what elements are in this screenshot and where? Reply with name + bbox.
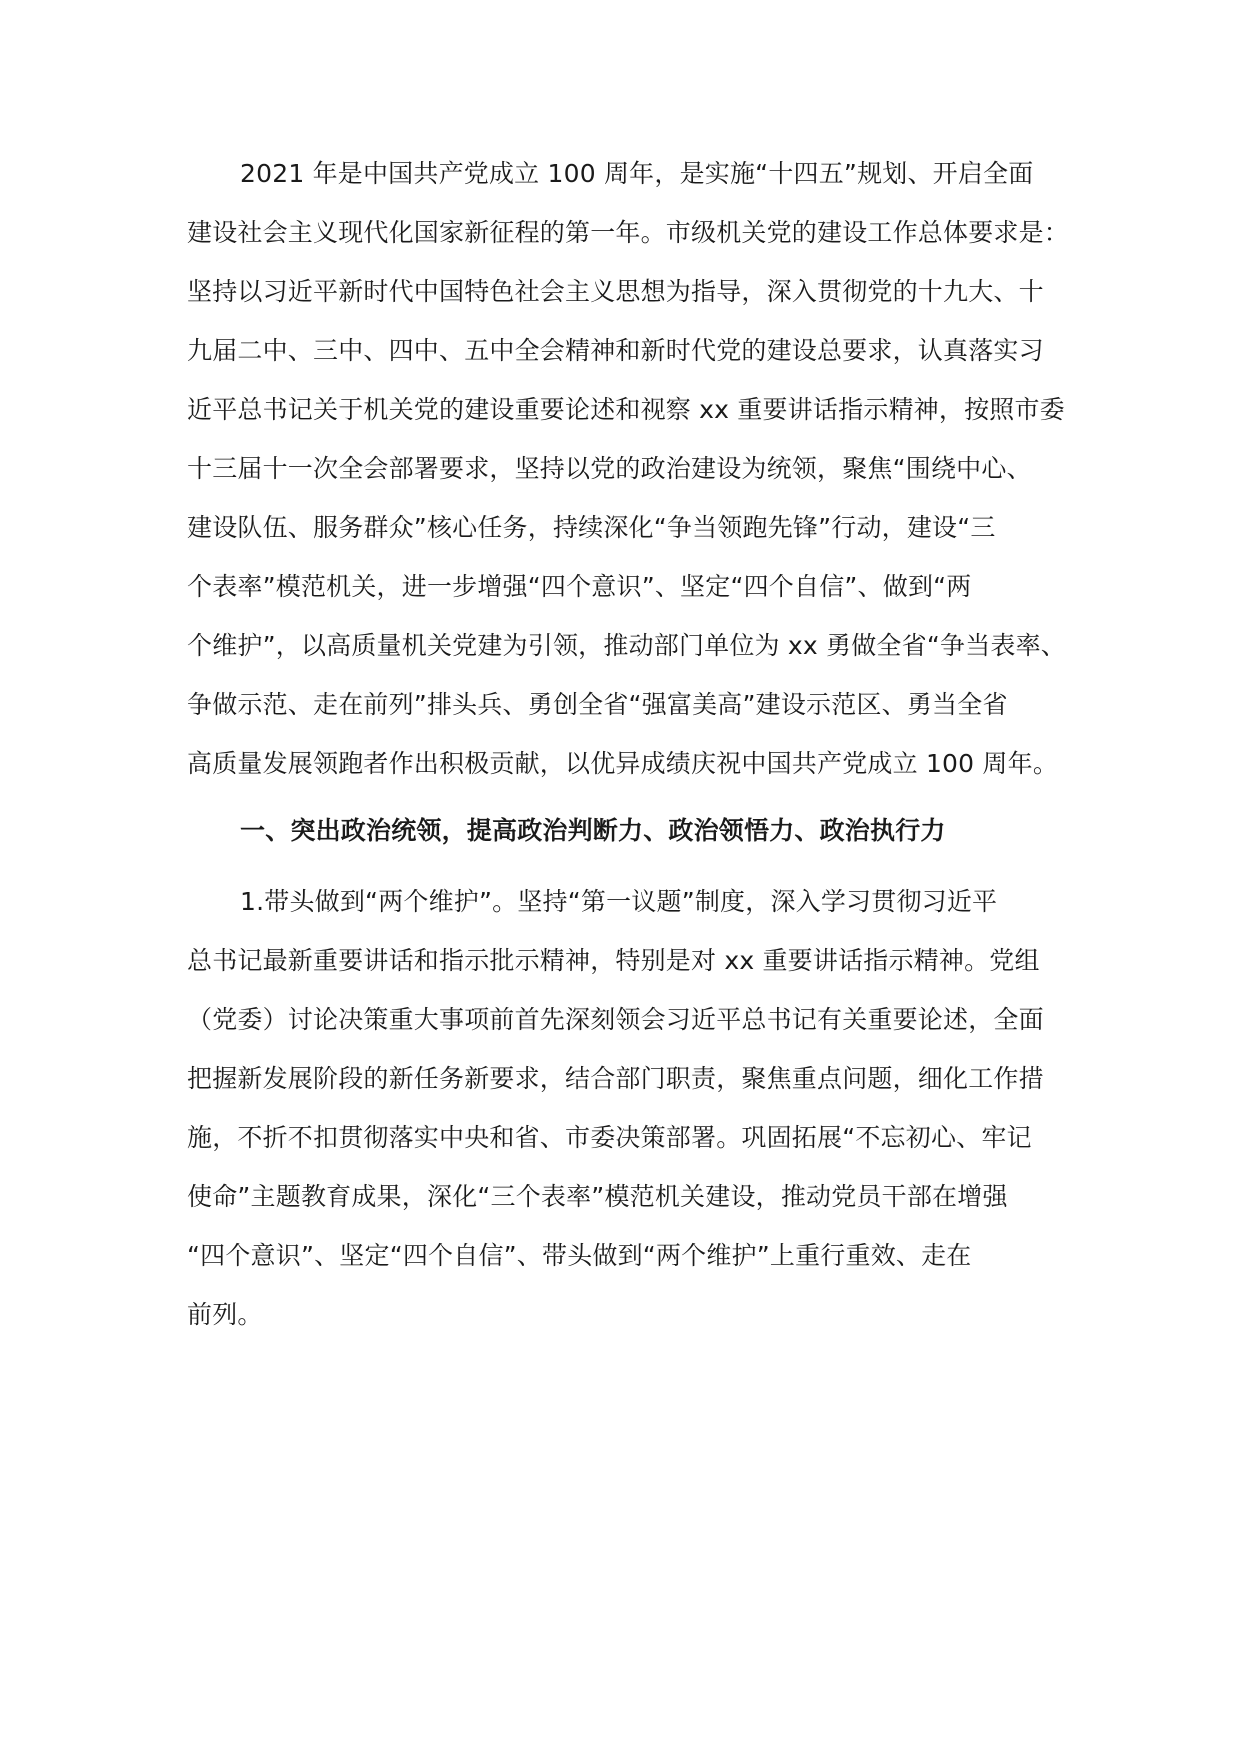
paragraph-line: 总书记最新重要讲话和指示批示精神，特别是对 xx 重要讲话指示精神。党组: [187, 946, 1040, 975]
paragraph-line: 2021 年是中国共产党成立 100 周年，是实施“十四五”规划、开启全面: [240, 159, 1034, 188]
paragraph-line: 使命”主题教育成果，深化“三个表率”模范机关建设，推动党员干部在增强: [187, 1182, 1008, 1211]
paragraph-line: 个维护”，以高质量机关党建为引领，推动部门单位为 xx 勇做全省“争当表率、: [187, 631, 1066, 660]
paragraph-line: 1.带头做到“两个维护”。坚持“第一议题”制度，深入学习贯彻习近平: [240, 887, 998, 916]
paragraph-line: 十三届十一次全会部署要求，坚持以党的政治建设为统领，聚焦“围绕中心、: [187, 454, 1032, 483]
paragraph-line: “四个意识”、坚定“四个自信”、带头做到“两个维护”上重行重效、走在: [187, 1241, 972, 1270]
paragraph-line: 高质量发展领跑者作出积极贡献，以优异成绩庆祝中国共产党成立 100 周年。: [187, 749, 1059, 778]
paragraph-line: 前列。: [187, 1300, 263, 1329]
paragraph-line: 施，不折不扣贯彻落实中央和省、市委决策部署。巩固拓展“不忘初心、牢记: [187, 1123, 1032, 1152]
paragraph-line: 坚持以习近平新时代中国特色社会主义思想为指导，深入贯彻党的十九大、十: [187, 277, 1044, 306]
paragraph-line: 近平总书记关于机关党的建设重要论述和视察 xx 重要讲话指示精神，按照市委: [187, 395, 1065, 424]
paragraph-line: 九届二中、三中、四中、五中全会精神和新时代党的建设总要求，认真落实习: [187, 336, 1044, 365]
paragraph-line: 争做示范、走在前列”排头兵、勇创全省“强富美高”建设示范区、勇当全省: [187, 690, 1008, 719]
section-heading: 一、突出政治统领，提高政治判断力、政治领悟力、政治执行力: [240, 816, 946, 845]
paragraph-line: 建设社会主义现代化国家新征程的第一年。市级机关党的建设工作总体要求是：: [187, 218, 1070, 247]
paragraph-line: （党委）讨论决策重大事项前首先深刻领会习近平总书记有关重要论述，全面: [187, 1005, 1044, 1034]
paragraph-line: 把握新发展阶段的新任务新要求，结合部门职责，聚焦重点问题，细化工作措: [187, 1064, 1044, 1093]
paragraph-line: 个表率”模范机关，进一步增强“四个意识”、坚定“四个自信”、做到“两: [187, 572, 972, 601]
paragraph-line: 建设队伍、服务群众”核心任务，持续深化“争当领跑先锋”行动，建设“三: [187, 513, 996, 542]
